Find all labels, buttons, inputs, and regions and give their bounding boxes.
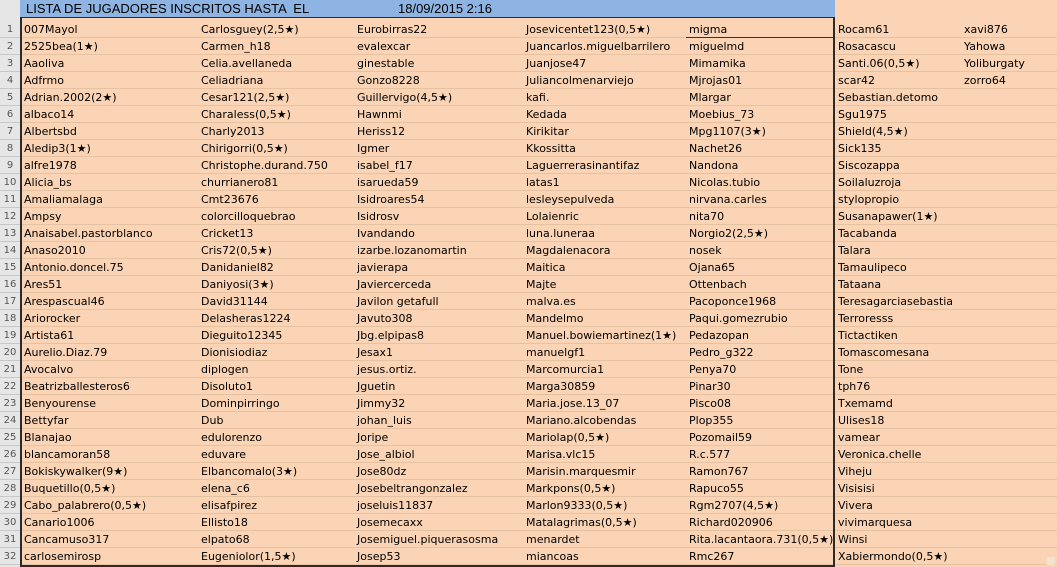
player-cell[interactable]: Yoliburgaty [964,57,1025,70]
player-cell[interactable]: Aaoliva [24,57,65,70]
player-cell[interactable]: Mariolap(0,5★) [526,431,610,444]
row-number[interactable]: 29 [0,497,20,514]
player-cell[interactable]: Javilon getafull [357,295,439,308]
player-cell[interactable]: Mariano.alcobendas [526,414,637,427]
player-cell[interactable]: Manuel.bowiemartinez(1★) [526,329,677,342]
player-cell[interactable]: Bokiskywalker(9★) [24,465,128,478]
player-cell[interactable]: Nachet26 [689,142,743,155]
row-number[interactable]: 12 [0,208,20,225]
player-cell[interactable]: Matalagrimas(0,5★) [526,516,637,529]
player-cell[interactable]: Shield(4,5★) [838,125,908,138]
player-cell[interactable]: scar42 [838,74,876,87]
player-cell[interactable]: migma [689,23,728,36]
player-cell[interactable]: Ares51 [24,278,63,291]
player-cell[interactable]: Mandelmo [526,312,584,325]
row-number[interactable]: 9 [0,157,20,174]
title-bar[interactable] [20,0,835,18]
player-cell[interactable]: Pozomail59 [689,431,753,444]
row-number[interactable]: 32 [0,548,20,565]
player-cell[interactable]: Hawnmi [357,108,402,121]
row-number[interactable]: 11 [0,191,20,208]
player-cell[interactable]: Isidrosv [357,210,400,223]
player-cell[interactable]: Jesax1 [357,346,393,359]
player-cell[interactable]: Rocam61 [838,23,890,36]
player-cell[interactable]: colorcilloquebrao [201,210,296,223]
player-cell[interactable]: zorro64 [964,74,1006,87]
player-cell[interactable]: nirvana.carles [689,193,767,206]
player-cell[interactable]: Mjrojas01 [689,74,743,87]
player-cell[interactable]: Veronica.chelle [838,448,922,461]
row-number[interactable]: 23 [0,395,20,412]
row-number[interactable]: 25 [0,429,20,446]
player-cell[interactable]: Josep53 [357,550,401,563]
row-number[interactable]: 15 [0,259,20,276]
player-cell[interactable]: blancamoran58 [24,448,111,461]
player-cell[interactable]: Cesar121(2,5★) [201,91,290,104]
row-number[interactable]: 2 [0,38,20,55]
player-cell[interactable]: Arespascual46 [24,295,105,308]
player-cell[interactable]: vivimarquesa [838,516,913,529]
player-cell[interactable]: Alicia_bs [24,176,72,189]
player-cell[interactable]: Josemiguel.piquerasosma [357,533,499,546]
player-cell[interactable]: Jose_albiol [357,448,415,461]
player-cell[interactable]: Disoluto1 [201,380,254,393]
player-cell[interactable]: Santi.06(0,5★) [838,57,920,70]
player-cell[interactable]: Rita.lacantaora.731(0,5★) [689,533,834,546]
player-cell[interactable]: Dub [201,414,224,427]
player-cell[interactable]: Jguetin [357,380,396,393]
row-number[interactable]: 27 [0,463,20,480]
player-cell[interactable]: Bettyfar [24,414,69,427]
player-cell[interactable]: luna.luneraa [526,227,596,240]
player-cell[interactable]: evalexcar [357,40,411,53]
row-number[interactable]: 24 [0,412,20,429]
player-cell[interactable]: Danidaniel82 [201,261,274,274]
player-cell[interactable]: javierapa [357,261,409,274]
player-cell[interactable]: Rmc267 [689,550,735,563]
row-number[interactable]: 7 [0,123,20,140]
player-cell[interactable]: Carmen_h18 [201,40,271,53]
player-cell[interactable]: Visisisi [838,482,875,495]
player-cell[interactable]: Pedro_g322 [689,346,754,359]
player-cell[interactable]: Buquetillo(0,5★) [24,482,116,495]
player-cell[interactable]: Beatrizballesteros6 [24,380,130,393]
player-cell[interactable]: Rosacascu [838,40,896,53]
player-cell[interactable]: Ramon767 [689,465,749,478]
player-cell[interactable]: manuelgf1 [526,346,586,359]
player-cell[interactable]: Talara [838,244,871,257]
player-cell[interactable]: Josemecaxx [357,516,423,529]
row-number[interactable]: 13 [0,225,20,242]
player-cell[interactable]: Eugeniolor(1,5★) [201,550,296,563]
player-cell[interactable]: Winsi [838,533,868,546]
player-cell[interactable]: latas1 [526,176,560,189]
player-cell[interactable]: Viheju [838,465,873,478]
player-cell[interactable]: Penya70 [689,363,737,376]
player-cell[interactable]: Sebastian.detomo [838,91,939,104]
player-cell[interactable]: Nicolas.tubio [689,176,761,189]
player-cell[interactable]: Ivandando [357,227,415,240]
player-cell[interactable]: Rgm2707(4,5★) [689,499,779,512]
row-number[interactable]: 4 [0,72,20,89]
player-cell[interactable]: Marga30859 [526,380,596,393]
player-cell[interactable]: Guillervigo(4,5★) [357,91,453,104]
player-cell[interactable]: Mimamika [689,57,746,70]
player-cell[interactable]: Antonio.doncel.75 [24,261,124,274]
player-cell[interactable]: Dionisiodiaz [201,346,268,359]
player-cell[interactable]: Daniyosi(3★) [201,278,274,291]
player-cell[interactable]: kafi. [526,91,550,104]
player-cell[interactable]: elena_c6 [201,482,250,495]
row-number[interactable]: 30 [0,514,20,531]
player-cell[interactable]: Delasheras1224 [201,312,291,325]
player-cell[interactable]: Kirikitar [526,125,569,138]
player-cell[interactable]: miancoas [526,550,579,563]
player-cell[interactable]: Soilaluzroja [838,176,902,189]
player-cell[interactable]: nita70 [689,210,725,223]
player-cell[interactable]: isabel_f17 [357,159,413,172]
player-cell[interactable]: stylopropio [838,193,900,206]
player-cell[interactable]: Paqui.gomezrubio [689,312,788,325]
player-cell[interactable]: Tomascomesana [838,346,930,359]
player-cell[interactable]: Ojana65 [689,261,736,274]
player-cell[interactable]: Jimmy32 [357,397,406,410]
player-cell[interactable]: Txemamd [838,397,893,410]
player-cell[interactable]: R.c.577 [689,448,731,461]
player-cell[interactable]: alfre1978 [24,159,77,172]
player-cell[interactable]: Eurobirras22 [357,23,428,36]
player-cell[interactable]: Tacabanda [838,227,897,240]
player-cell[interactable]: Lolaienric [526,210,579,223]
player-cell[interactable]: Kkossitta [526,142,576,155]
player-cell[interactable]: Tamaulipeco [838,261,907,274]
player-cell[interactable]: 007Mayol [24,23,78,36]
player-cell[interactable]: Plop355 [689,414,734,427]
row-number[interactable]: 21 [0,361,20,378]
player-cell[interactable]: Aledip3(1★) [24,142,91,155]
player-cell[interactable]: Mpg1107(3★) [689,125,766,138]
player-cell[interactable]: Ampsy [24,210,62,223]
player-cell[interactable]: jesus.ortiz. [357,363,417,376]
player-cell[interactable]: Heriss12 [357,125,406,138]
player-cell[interactable]: Richard020906 [689,516,773,529]
player-cell[interactable]: Elbancomalo(3★) [201,465,298,478]
player-cell[interactable]: edulorenzo [201,431,263,444]
player-cell[interactable]: Jbg.elpipas8 [357,329,425,342]
row-number[interactable]: 16 [0,276,20,293]
player-cell[interactable]: Nandona [689,159,739,172]
player-cell[interactable]: carlosemirosp [24,550,102,563]
player-cell[interactable]: Teresagarciasebastia [838,295,954,308]
row-number[interactable]: 17 [0,293,20,310]
player-cell[interactable]: Adrian.2002(2★) [24,91,117,104]
resize-corner [1047,557,1055,565]
player-cell[interactable]: Charly2013 [201,125,265,138]
row-number[interactable]: 14 [0,242,20,259]
player-cell[interactable]: Isidroares54 [357,193,425,206]
player-cell[interactable]: elisafpirez [201,499,258,512]
player-cell[interactable]: Igmer [357,142,390,155]
player-cell[interactable]: Majte [526,278,557,291]
player-cell[interactable]: Carlosguey(2,5★) [201,23,299,36]
player-cell[interactable]: elpato68 [201,533,250,546]
player-cell[interactable]: Ulises18 [838,414,885,427]
player-cell[interactable]: Cmt23676 [201,193,259,206]
player-cell[interactable]: Benyourense [24,397,97,410]
row-number[interactable]: 19 [0,327,20,344]
player-cell[interactable]: Joripe [357,431,389,444]
player-cell[interactable]: isarueda59 [357,176,419,189]
player-cell[interactable]: Kedada [526,108,567,121]
player-cell[interactable]: vamear [838,431,880,444]
player-cell[interactable]: Cabo_palabrero(0,5★) [24,499,147,512]
player-cell[interactable]: Anaso2010 [24,244,86,257]
player-cell[interactable]: Marisa.vlc15 [526,448,596,461]
player-cell[interactable]: Tataana [838,278,882,291]
player-cell[interactable]: Chirigorri(0,5★) [201,142,288,155]
row-number[interactable]: 26 [0,446,20,463]
player-cell[interactable]: Blanajao [24,431,72,444]
row-number[interactable]: 28 [0,480,20,497]
player-cell[interactable]: joseluis11837 [357,499,434,512]
row-number[interactable]: 31 [0,531,20,548]
player-cell[interactable]: Sick135 [838,142,882,155]
player-cell[interactable]: tph76 [838,380,871,393]
row-number[interactable]: 1 [0,21,20,38]
player-cell[interactable]: menardet [526,533,580,546]
row-number[interactable]: 8 [0,140,20,157]
row-number[interactable]: 10 [0,174,20,191]
row-number[interactable]: 5 [0,89,20,106]
row-number[interactable]: 18 [0,310,20,327]
list-date: 18/09/2015 2:16 [398,1,492,16]
player-cell[interactable]: Aurelio.Diaz.79 [24,346,108,359]
player-cell[interactable]: izarbe.lozanomartin [357,244,467,257]
player-cell[interactable]: Celiadriana [201,74,264,87]
player-cell[interactable]: Maria.jose.13_07 [526,397,620,410]
player-cell[interactable]: Christophe.durand.750 [201,159,328,172]
player-cell[interactable]: miguelmd [689,40,745,53]
player-cell[interactable]: churrianero81 [201,176,279,189]
player-cell[interactable]: Susanapawer(1★) [838,210,938,223]
row-number[interactable]: 22 [0,378,20,395]
player-cell[interactable]: Xabiermondo(0,5★) [838,550,948,563]
player-cell[interactable]: Rapuco55 [689,482,744,495]
player-cell[interactable]: Marcomurcia1 [526,363,605,376]
player-cell[interactable]: Amaliamalaga [24,193,103,206]
player-cell[interactable]: Josevicentet123(0,5★) [526,23,651,36]
player-cell[interactable]: Cris72(0,5★) [201,244,272,257]
player-cell[interactable]: Marlon9333(0,5★) [526,499,628,512]
player-cell[interactable]: Maitica [526,261,566,274]
player-cell[interactable]: Norgio2(2,5★) [689,227,768,240]
list-title: LISTA DE JUGADORES INSCRITOS HASTA EL [26,1,310,16]
player-cell[interactable]: Marisin.marquesmir [526,465,636,478]
player-cell[interactable]: Vivera [838,499,873,512]
player-cell[interactable]: Celia.avellaneda [201,57,293,70]
player-cell[interactable]: Javuto308 [357,312,413,325]
player-cell[interactable]: Josebeltrangonzalez [357,482,468,495]
player-cell[interactable]: 2525bea(1★) [24,40,98,53]
player-cell[interactable]: Charaless(0,5★) [201,108,291,121]
player-cell[interactable]: malva.es [526,295,576,308]
player-cell[interactable]: Dominpirringo [201,397,280,410]
player-cell[interactable]: Ariorocker [24,312,81,325]
player-cell[interactable]: Markpons(0,5★) [526,482,616,495]
player-cell[interactable]: Pacoponce1968 [689,295,777,308]
row-number[interactable]: 6 [0,106,20,123]
player-cell[interactable]: Anaisabel.pastorblanco [24,227,153,240]
player-cell[interactable]: Javiercerceda [357,278,432,291]
player-cell[interactable]: lesleysepulveda [526,193,615,206]
player-cell[interactable]: Jose80dz [357,465,407,478]
player-cell[interactable]: Juancarlos.miguelbarrilero [526,40,671,53]
player-cell[interactable]: Moebius_73 [689,108,755,121]
player-cell[interactable]: johan_luis [357,414,412,427]
player-cell[interactable]: Canario1006 [24,516,95,529]
player-cell[interactable]: Laguerrerasinantifaz [526,159,640,172]
player-cell[interactable]: Siscozappa [838,159,900,172]
player-cell[interactable]: Pedazopan [689,329,749,342]
player-cell[interactable]: Dieguito12345 [201,329,283,342]
player-cell[interactable]: nosek [689,244,722,257]
player-cell[interactable]: Cricket13 [201,227,254,240]
player-cell[interactable]: Pisco08 [689,397,731,410]
player-cell[interactable]: Gonzo8228 [357,74,420,87]
player-cell[interactable]: Tictactiken [838,329,898,342]
player-cell[interactable]: Sgu1975 [838,108,887,121]
player-cell[interactable]: Albertsbd [24,125,77,138]
player-cell[interactable]: Artista61 [24,329,75,342]
player-cell[interactable]: Juanjose47 [526,57,587,70]
player-cell[interactable]: albaco14 [24,108,75,121]
player-cell[interactable]: Cancamuso317 [24,533,110,546]
player-cell[interactable]: Mlargar [689,91,731,104]
row-number[interactable]: 3 [0,55,20,72]
player-cell[interactable]: Ottenbach [689,278,747,291]
player-cell[interactable]: xavi876 [964,23,1008,36]
player-cell[interactable]: Ellisto18 [201,516,248,529]
player-cell[interactable]: Adfrmo [24,74,64,87]
player-cell[interactable]: Tone [838,363,864,376]
row-number[interactable]: 20 [0,344,20,361]
player-cell[interactable]: diplogen [201,363,249,376]
player-cell[interactable]: Yahowa [964,40,1006,53]
player-cell[interactable]: Juliancolmenarviejo [526,74,634,87]
player-cell[interactable]: ginestable [357,57,415,70]
player-cell[interactable]: Avocalvo [24,363,74,376]
player-cell[interactable]: Terroresss [838,312,894,325]
player-cell[interactable]: Pinar30 [689,380,731,393]
player-cell[interactable]: David31144 [201,295,268,308]
player-cell[interactable]: eduvare [201,448,247,461]
player-cell[interactable]: Magdalenacora [526,244,611,257]
